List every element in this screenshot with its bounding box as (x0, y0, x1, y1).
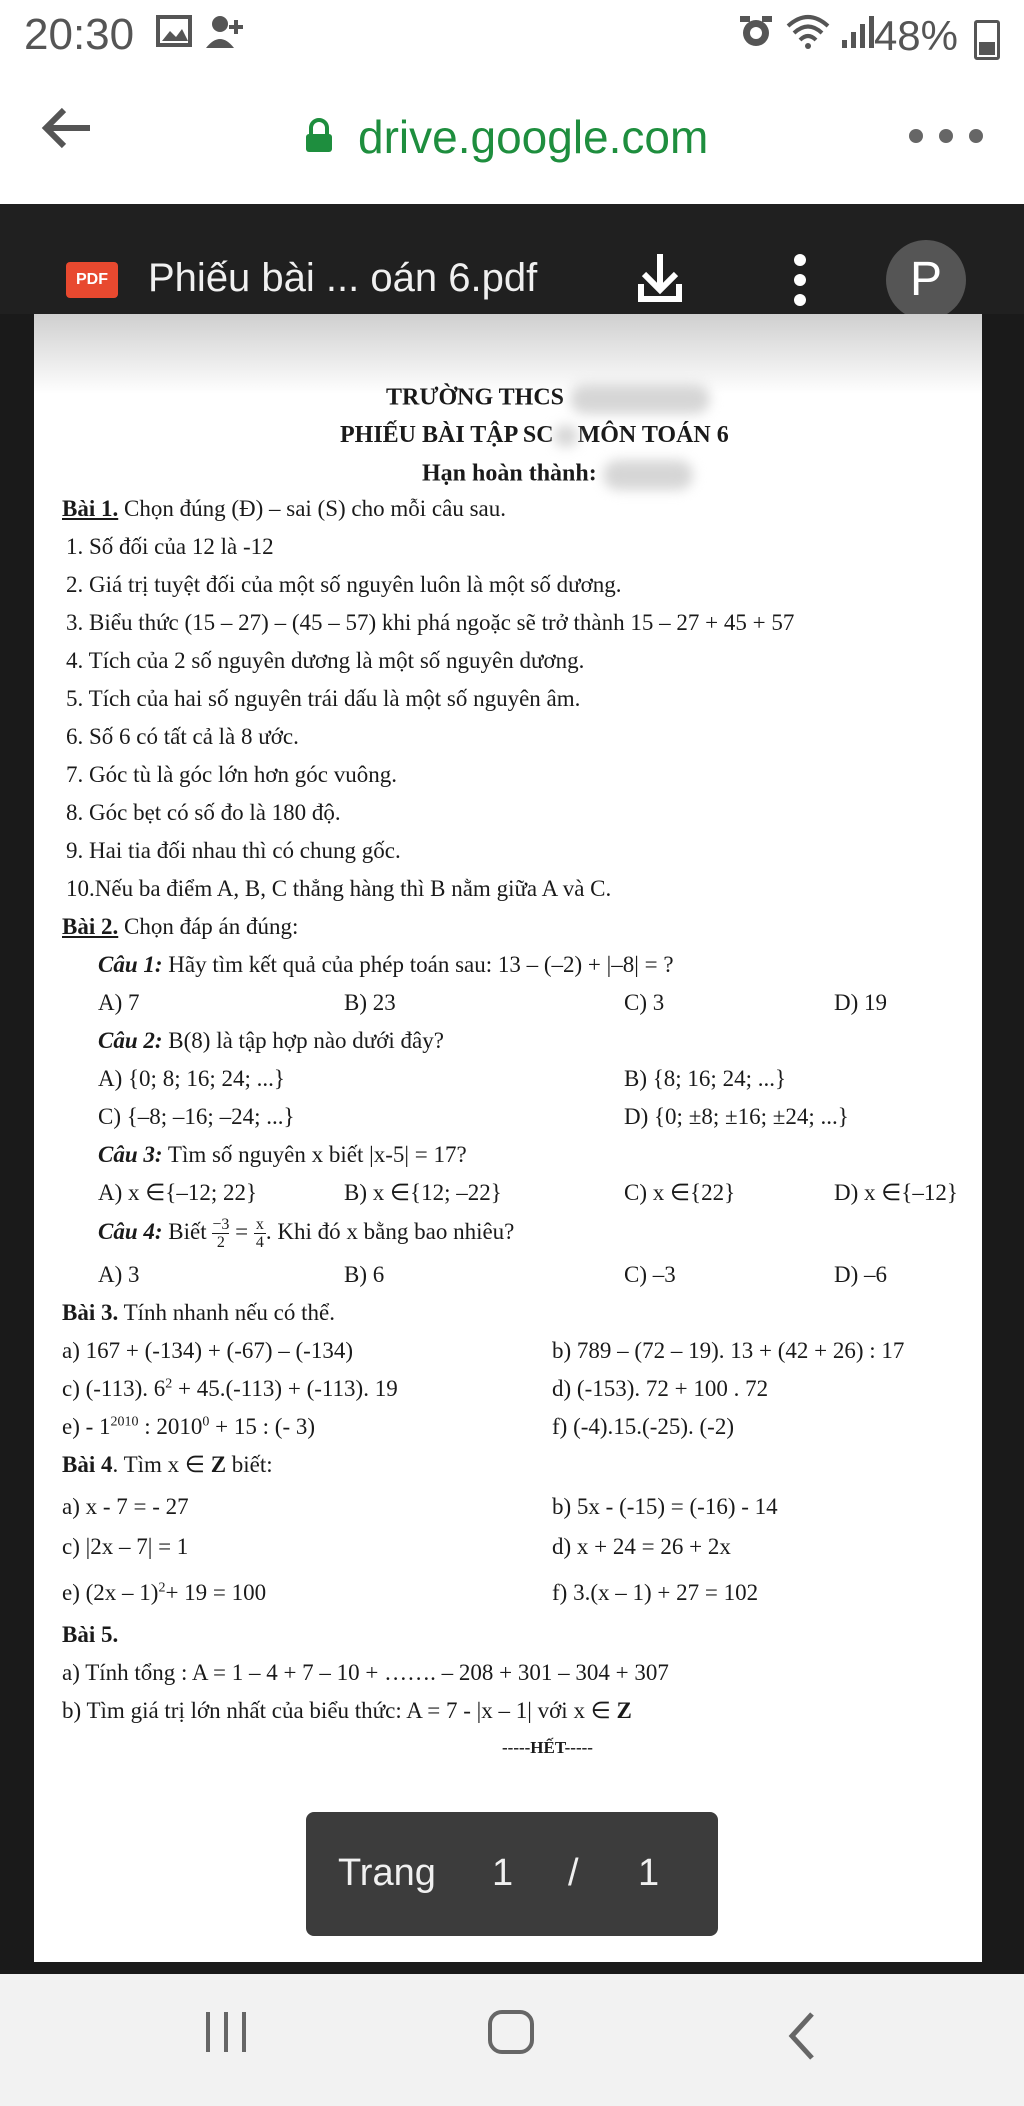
option: B) x ∈{12; –22} (344, 1180, 502, 1205)
exercise: a) x - 7 = - 27 (62, 1494, 189, 1519)
exercise: e) (2x – 1)$^2$+ 19 = 100 (62, 1580, 267, 1605)
option: B) 23 (344, 990, 396, 1015)
option: C) {–8; –16; –24; ...} (98, 1104, 295, 1129)
arrow-back-icon[interactable] (40, 100, 92, 160)
exercise: a) 167 + (-134) + (-67) – (-134) (62, 1338, 353, 1363)
end-marker: -----HẾT----- (502, 1738, 593, 1757)
url-text[interactable]: drive.google.com (358, 111, 709, 163)
exercise: c) |2x – 7| = 1 (62, 1534, 189, 1559)
bai5-heading: Bài 5. (62, 1622, 119, 1647)
download-icon[interactable] (630, 248, 690, 308)
list-item: 2. Giá trị tuyệt đối của một số nguyên luôn là một số dương. (66, 572, 622, 597)
exercise: d) (-153). 72 + 100 . 72 (552, 1376, 769, 1401)
list-item: 6. Số 6 có tất cả là 8 ước. (66, 724, 299, 749)
redacted-deadline (603, 460, 693, 490)
option: D) 19 (834, 990, 888, 1015)
bai2-heading: Bài 2. Chọn đáp án đúng: (62, 914, 299, 939)
list-item: 1. Số đối của 12 là -12 (66, 534, 274, 559)
exercise: b) Tìm giá trị lớn nhất của biểu thức: A = 7 - |x – 1| với x ∈ Z (62, 1698, 632, 1723)
option: D) –6 (834, 1262, 888, 1287)
document-title: Phiếu bài ... oán 6.pdf (148, 256, 538, 300)
fraction: $\frac{x}{4}$ (255, 1216, 264, 1251)
list-item: 7. Góc tù là góc lớn hơn góc vuông. (66, 762, 397, 787)
bai1-heading: Bài 1. Chọn đúng (Đ) – sai (S) cho mỗi câu sau. (62, 496, 506, 521)
option: A) {0; 8; 16; 24; ...} (98, 1066, 285, 1091)
exercise: c) (-113). $6^2 + 45.(-113) + (-113)$. 19 (62, 1376, 398, 1401)
cau3-question: Câu 3: Tìm số nguyên x biết |x-5| = 17? (98, 1142, 467, 1167)
exercise: $e) - 1^{2010}$ : $2010^0 + 15$ : (- 3) (62, 1414, 316, 1439)
cau1-question: Câu 1: Hãy tìm kết quả của phép toán sau: 13 – (–2) + |–8| = ? (98, 952, 674, 977)
pdf-page (34, 314, 982, 1962)
list-item: 4. Tích của 2 số nguyên dương là một số nguyên dương. (66, 648, 585, 673)
exercise: a) Tính tổng : A = 1 – 4 + 7 – 10 + ……. – 208 + 301 – 304 + 307 (62, 1660, 669, 1685)
cau4-question: Câu 4: Biết $\frac{-3}{2}$ = $\frac{x}{4}$ . Khi đó x bằng bao nhiêu? (98, 1216, 515, 1251)
more-horizontal-icon[interactable] (908, 98, 984, 156)
wifi-icon (786, 14, 830, 59)
page-shade (34, 314, 982, 394)
redacted-text (554, 425, 578, 447)
option: B) {8; 16; 24; ...} (624, 1066, 786, 1091)
status-time: 20:30 (24, 10, 135, 59)
home-icon[interactable] (488, 2010, 534, 2054)
option: C) x ∈{22} (624, 1180, 736, 1205)
battery-percent: 48% (873, 12, 958, 59)
exercise: d) x + 24 = 26 + 2x (552, 1534, 731, 1559)
list-item: 5. Tích của hai số nguyên trái dấu là một số nguyên âm. (66, 686, 581, 711)
page-indicator (306, 1812, 718, 1936)
bai4-heading: Bài 4. Tìm x ∈ Z biết: (62, 1452, 273, 1477)
option: A) 7 (98, 990, 140, 1015)
image-icon (156, 14, 192, 56)
list-item: 8. Góc bẹt có số đo là 180 độ. (66, 800, 341, 825)
option: C) –3 (624, 1262, 676, 1287)
list-item: 10.Nếu ba điểm A, B, C thẳng hàng thì B nằm giữa A và C. (66, 876, 612, 901)
battery-icon (974, 20, 1000, 60)
lock-icon (304, 118, 334, 159)
status-bar (0, 0, 1024, 72)
page-current: 1 (492, 1852, 514, 1894)
option: D) {0; ±8; ±16; ±24; ...} (624, 1104, 849, 1129)
exercise: f) 3.(x – 1) + 27 = 102 (552, 1580, 759, 1605)
page-label: Trang (338, 1852, 436, 1894)
option: B) 6 (344, 1262, 385, 1287)
alarm-icon (738, 14, 774, 59)
more-vertical-icon[interactable] (780, 252, 820, 308)
recent-apps-icon[interactable] (206, 2012, 250, 2052)
school-header: TRƯỜNG THCS (386, 384, 710, 414)
page-total: 1 (638, 1852, 660, 1894)
page-separator: / (568, 1852, 579, 1894)
option: A) x ∈{–12; 22} (98, 1180, 258, 1205)
bai3-heading: Bài 3. Tính nhanh nếu có thể. (62, 1300, 335, 1325)
account-avatar[interactable]: P (886, 240, 966, 320)
person-add-icon (204, 14, 244, 59)
exercise: b) 5x - (-15) = (-16) - 14 (552, 1494, 778, 1519)
redacted-school-name (570, 384, 710, 414)
sheet-header: PHIẾU BÀI TẬP SC MÔN TOÁN 6 (340, 422, 729, 448)
cau2-question: Câu 2: B(8) là tập hợp nào dưới đây? (98, 1028, 444, 1053)
option: D) x ∈{–12} (834, 1180, 958, 1205)
option: A) 3 (98, 1262, 140, 1287)
exercise: f) (-4).15.(-25). (-2) (552, 1414, 735, 1439)
exercise: b) 789 – (72 – 19). 13 + (42 + 26) : 17 (552, 1338, 905, 1363)
fraction: $\frac{-3}{2}$ (212, 1216, 230, 1251)
back-icon[interactable] (786, 2010, 816, 2071)
deadline: Hạn hoàn thành: (422, 460, 693, 490)
option: C) 3 (624, 990, 665, 1015)
list-item: 3. Biểu thức (15 – 27) – (45 – 57) khi phá ngoặc sẽ trở thành 15 – 27 + 45 + 57 (66, 610, 795, 635)
browser-url-bar (0, 72, 1024, 204)
signal-icon (838, 14, 878, 59)
pdf-file-icon: PDF (66, 262, 118, 298)
list-item: 9. Hai tia đối nhau thì có chung gốc. (66, 838, 401, 863)
